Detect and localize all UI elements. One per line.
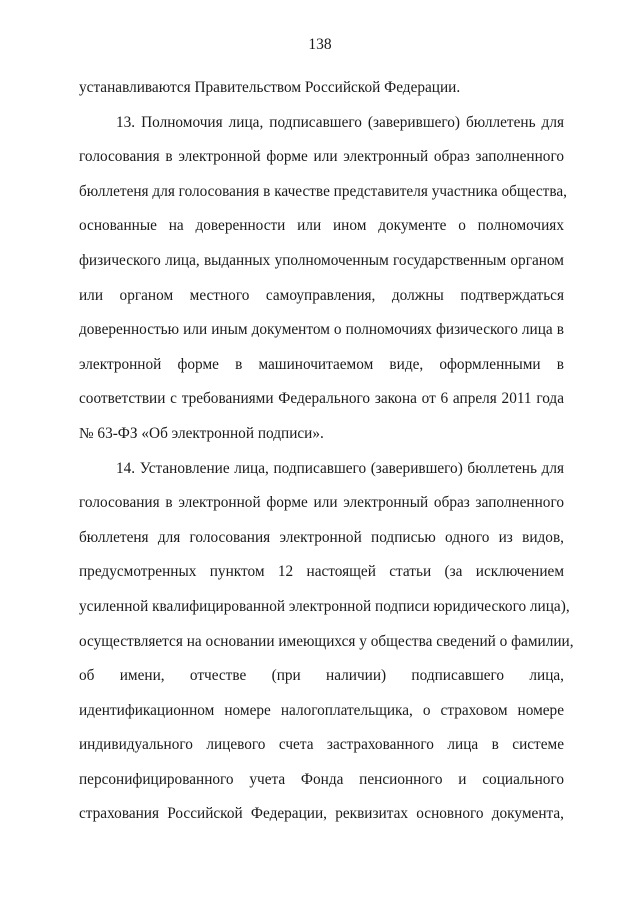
text-line: основанные на доверенности или ином документе о полномочиях <box>79 217 564 235</box>
text-line: бюллетеня для голосования электронной подписью одного из видов, <box>79 528 564 546</box>
text-line: доверенностью или иным документом о полномочиях физического лица в <box>79 321 564 339</box>
text-line: электронной форме в машиночитаемом виде, оформленными в <box>79 355 564 373</box>
page-number: 138 <box>308 36 332 53</box>
text-line: № 63-ФЗ «Об электронной подписи». <box>79 424 324 442</box>
text-line: индивидуального лицевого счета застрахованного лица в системе <box>79 736 564 754</box>
text-line: бюллетеня для голосования в качестве представителя участника общества, <box>79 182 567 200</box>
text-line: персонифицированного учета Фонда пенсионного и социального <box>79 770 564 788</box>
text-line: устанавливаются Правительством Российской Федерации. <box>79 79 461 96</box>
text-line: об имени, отчестве (при наличии) подписавшего лица, <box>79 667 564 685</box>
text-line: предусмотренных пунктом 12 настоящей статьи (за исключением <box>79 563 564 581</box>
text-line: усиленной квалифицированной электронной подписи юридического лица), <box>79 597 570 615</box>
paragraph-13-start: 13. Полномочия лица, подписавшего (заверившего) бюллетень для <box>116 113 564 131</box>
text-line: или органом местного самоуправления, должны подтверждаться <box>79 286 564 304</box>
document-body <box>79 71 574 832</box>
text-line: страхования Российской Федерации, реквизитах основного документа, <box>79 805 564 823</box>
text-line: осуществляется на основании имеющихся у общества сведений о фамилии, <box>79 632 574 650</box>
text-line: соответствии с требованиями Федерального закона от 6 апреля 2011 года <box>79 390 564 408</box>
text-line: голосования в электронной форме или электронный образ заполненного <box>79 148 564 166</box>
text-line: голосования в электронной форме или электронный образ заполненного <box>79 494 564 512</box>
paragraph-14-start: 14. Установление лица, подписавшего (заверившего) бюллетень для <box>116 459 564 477</box>
text-line: идентификационном номере налогоплательщика, о страховом номере <box>79 701 564 719</box>
text-line: физического лица, выданных уполномоченным государственным органом <box>79 251 564 269</box>
